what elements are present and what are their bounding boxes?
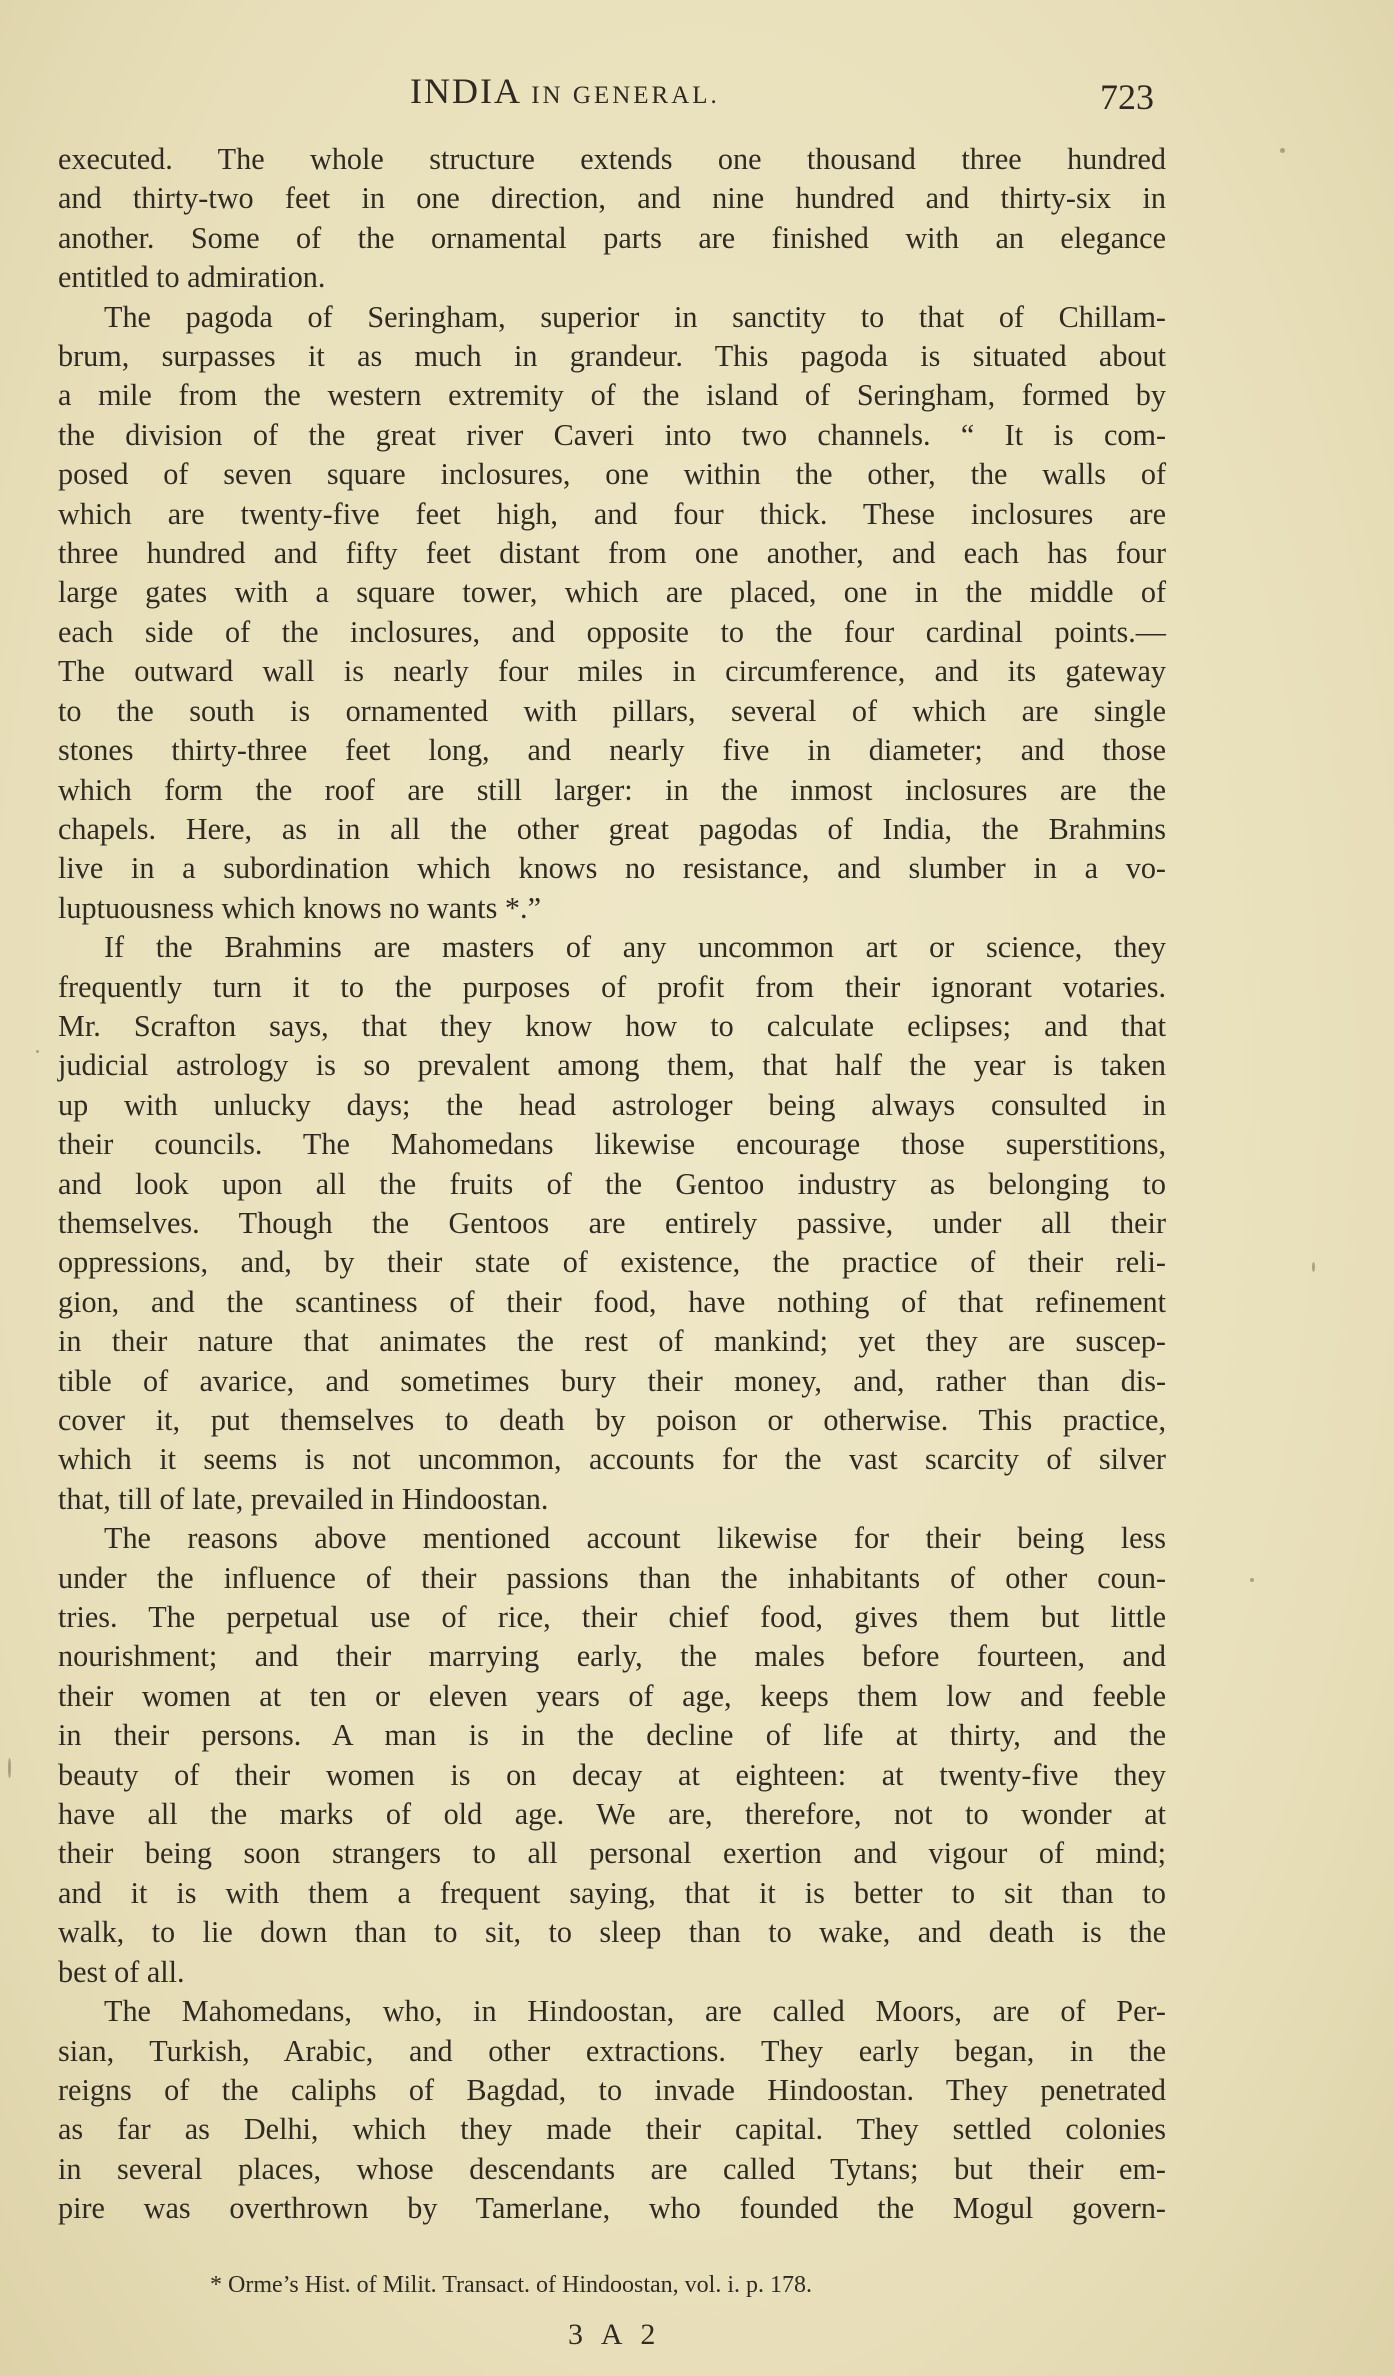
text-line: stones thirty-three feet long, and nearly five in diameter; and those xyxy=(58,733,1166,768)
text-line: posed of seven square inclosures, one within the other, the walls of xyxy=(58,457,1166,492)
text-line: The outward wall is nearly four miles in circumference, and its gateway xyxy=(58,654,1166,689)
text-line: oppressions, and, by their state of existence, the practice of their reli- xyxy=(58,1245,1166,1280)
text-line: in their nature that animates the rest of mankind; yet they are suscep- xyxy=(58,1324,1166,1359)
footnote: * Orme’s Hist. of Milit. Transact. of Hindoostan, vol. i. p. 178. xyxy=(210,2272,812,2298)
text-line: gion, and the scantiness of their food, have nothing of that refinement xyxy=(58,1284,1166,1319)
text-line: and thirty-two feet in one direction, and nine hundred and thirty-six in xyxy=(58,181,1166,216)
text-line: which form the roof are still larger: in the inmost inclosures are the xyxy=(58,772,1166,807)
text-line: chapels. Here, as in all the other great pagodas of India, the Brahmins xyxy=(58,811,1166,846)
text-line: in several places, whose descendants are called Tytans; but their em- xyxy=(58,2151,1166,2186)
text-line: under the influence of their passions than the inhabitants of other coun- xyxy=(58,1560,1166,1595)
text-line: cover it, put themselves to death by poison or otherwise. This practice, xyxy=(58,1403,1166,1437)
text-line: and it is with them a frequent saying, that it is better to sit than to xyxy=(58,1875,1166,1910)
text-line: that, till of late, prevailed in Hindoostan. xyxy=(58,1481,549,1516)
text-line: to the south is ornamented with pillars, several of which are single xyxy=(58,693,1166,728)
text-line: tries. The perpetual use of rice, their chief food, gives them but little xyxy=(58,1600,1166,1635)
text-line: as far as Delhi, which they made their capital. They settled colonies xyxy=(58,2112,1166,2147)
text-line: Mr. Scrafton says, that they know how to calculate eclipses; and that xyxy=(58,1008,1166,1043)
text-line: the division of the great river Caveri into two channels. “ It is com- xyxy=(58,417,1166,452)
text-line: another. Some of the ornamental parts are finished with an elegance xyxy=(58,220,1166,255)
running-head xyxy=(410,70,720,112)
text-line: sian, Turkish, Arabic, and other extractions. They early began, in the xyxy=(58,2033,1166,2068)
page-header xyxy=(0,70,1394,120)
text-line: their being soon strangers to all personal exertion and vigour of mind; xyxy=(58,1836,1166,1871)
paper-speck xyxy=(1312,1262,1315,1272)
text-line: three hundred and fifty feet distant from one another, and each has four xyxy=(58,536,1166,571)
text-line: The reasons above mentioned account likewise for their being less xyxy=(104,1521,1166,1556)
text-line: which it seems is not uncommon, accounts for the vast scarcity of silver xyxy=(58,1442,1166,1477)
body-text xyxy=(58,140,1166,2229)
text-line: their councils. The Mahomedans likewise encourage those superstitions, xyxy=(58,1127,1166,1162)
text-line: themselves. Though the Gentoos are entirely passive, under all their xyxy=(58,1205,1166,1240)
text-line: their women at ten or eleven years of age, keeps them low and feeble xyxy=(58,1678,1166,1713)
text-line: each side of the inclosures, and opposite to the four cardinal points.— xyxy=(58,614,1166,649)
page-number: 723 xyxy=(1100,77,1154,117)
text-line: tible of avarice, and sometimes bury their money, and, rather than dis- xyxy=(58,1363,1166,1398)
paper-speck xyxy=(1250,1578,1254,1582)
text-line: and look upon all the fruits of the Gentoo industry as belonging to xyxy=(58,1166,1166,1201)
signature-mark: 3 A 2 xyxy=(568,2318,662,2351)
text-line: best of all. xyxy=(58,1954,185,1989)
paper-speck xyxy=(1280,148,1285,153)
text-line: in their persons. A man is in the decline of life at thirty, and the xyxy=(58,1718,1166,1753)
text-line: frequently turn it to the purposes of profit from their ignorant votaries. xyxy=(58,969,1166,1004)
text-line: nourishment; and their marrying early, the males before fourteen, and xyxy=(58,1639,1166,1674)
text-line: If the Brahmins are masters of any uncommon art or science, they xyxy=(104,930,1166,965)
text-line: beauty of their women is on decay at eighteen: at twenty-five they xyxy=(58,1757,1166,1792)
text-line: entitled to admiration. xyxy=(58,260,326,295)
text-line: have all the marks of old age. We are, therefore, not to wonder at xyxy=(58,1797,1166,1832)
text-line: reigns of the caliphs of Bagdad, to invade Hindoostan. They penetrated xyxy=(58,2072,1166,2107)
text-line: live in a subordination which knows no resistance, and slumber in a vo- xyxy=(58,851,1166,886)
text-line: a mile from the western extremity of the island of Seringham, formed by xyxy=(58,378,1166,413)
paper-speck xyxy=(8,1758,11,1778)
text-line: The Mahomedans, who, in Hindoostan, are called Moors, are of Per- xyxy=(104,1994,1166,2029)
running-head-main: INDIA xyxy=(410,71,522,111)
text-line: large gates with a square tower, which are placed, one in the middle of xyxy=(58,575,1166,610)
text-line: The pagoda of Seringham, superior in sanctity to that of Chillam- xyxy=(104,299,1166,334)
text-line: pire was overthrown by Tamerlane, who founded the Mogul govern- xyxy=(58,2191,1166,2226)
text-line: executed. The whole structure extends one thousand three hundred xyxy=(58,142,1166,176)
paper-speck xyxy=(36,1050,39,1053)
text-line: walk, to lie down than to sit, to sleep than to wake, and death is the xyxy=(58,1915,1166,1950)
text-line: up with unlucky days; the head astrologer being always consulted in xyxy=(58,1087,1166,1122)
text-line: which are twenty-five feet high, and four thick. These inclosures are xyxy=(58,496,1166,531)
running-head-rest: IN GENERAL. xyxy=(521,82,720,109)
text-line: brum, surpasses it as much in grandeur. This pagoda is situated about xyxy=(58,339,1166,374)
text-line: judicial astrology is so prevalent among them, that half the year is taken xyxy=(58,1048,1166,1083)
text-line: luptuousness which knows no wants *.” xyxy=(58,890,541,925)
